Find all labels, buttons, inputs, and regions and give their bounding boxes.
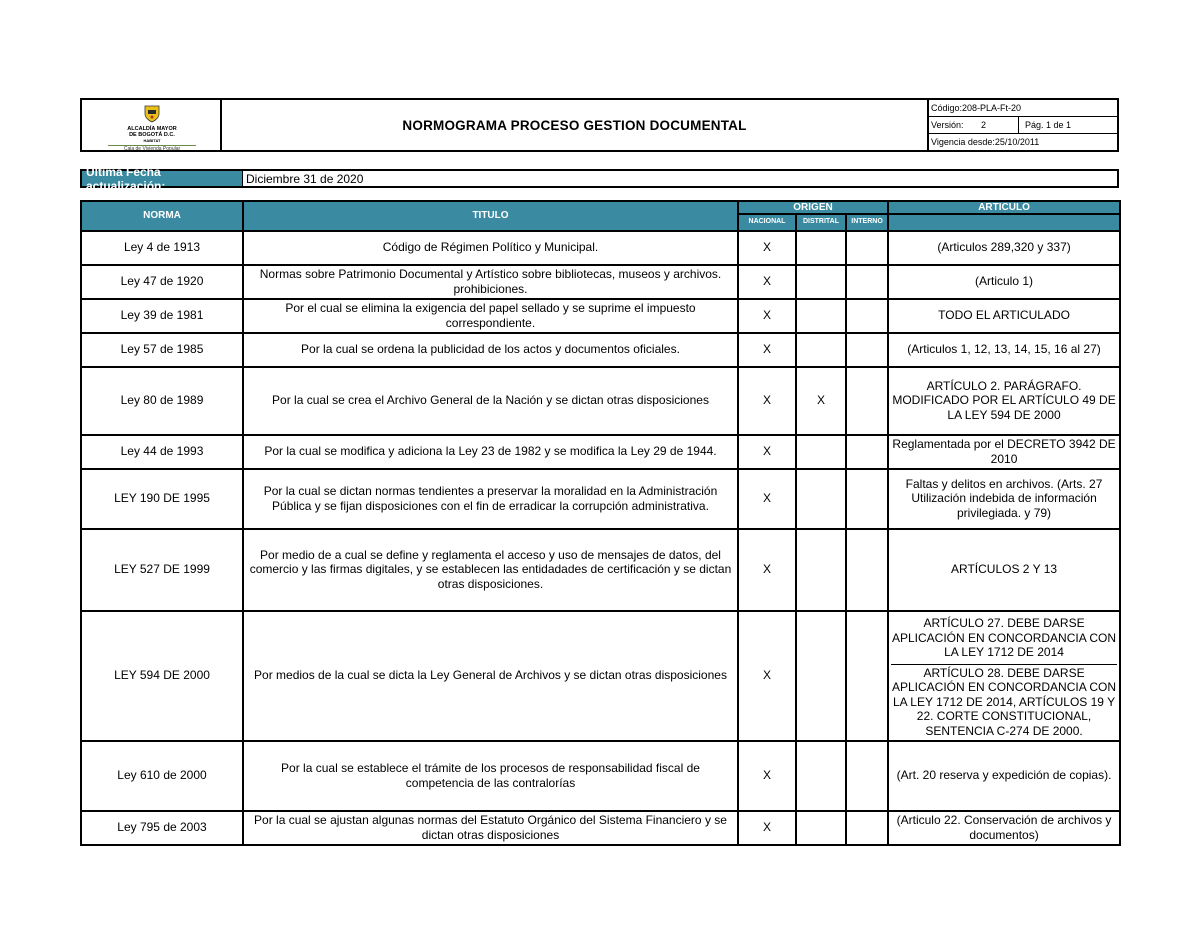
col-header-titulo: TITULO	[243, 201, 738, 231]
document-title: NORMOGRAMA PROCESO GESTION DOCUMENTAL	[222, 100, 929, 150]
cell-articulo: ARTÍCULOS 2 Y 13	[888, 529, 1120, 611]
cell-titulo: Por la cual se crea el Archivo General de la Nación y se dictan otras disposiciones	[243, 367, 738, 435]
cell-articulo: (Art. 20 reserva y expedición de copias).	[888, 741, 1120, 811]
page-text: Pág. 1 de 1	[1025, 120, 1072, 130]
codigo-text: Código:208-PLA-Ft-20	[931, 103, 1022, 113]
cell-interno	[846, 435, 888, 469]
logo-subtitle: Caja de Vivienda Popular	[123, 146, 181, 152]
cell-distrital: X	[796, 367, 846, 435]
update-value: Diciembre 31 de 2020	[246, 171, 364, 186]
cell-interno	[846, 367, 888, 435]
col-header-nacional: NACIONAL	[738, 214, 796, 231]
cell-interno	[846, 529, 888, 611]
cell-norma: Ley 80 de 1989	[81, 367, 243, 435]
cell-distrital	[796, 611, 846, 741]
cell-articulo: (Articulo 1)	[888, 265, 1120, 299]
cell-articulo	[888, 611, 1120, 741]
table-row	[81, 435, 1120, 469]
meta-row-vigencia	[929, 134, 1117, 150]
cell-titulo: Por la cual se establece el trámite de los procesos de responsabilidad fiscal de competencia de las contralorías	[243, 741, 738, 811]
table-row	[81, 333, 1120, 367]
cell-titulo: Por la cual se ordena la publicidad de los actos y documentos oficiales.	[243, 333, 738, 367]
cell-norma: Ley 47 de 1920	[81, 265, 243, 299]
update-label: Ultima Fecha actualización:	[82, 171, 243, 186]
cell-interno	[846, 741, 888, 811]
cell-interno	[846, 299, 888, 333]
cell-distrital	[796, 333, 846, 367]
meta-row-version	[929, 117, 1117, 134]
cell-articulo: (Articulos 289,320 y 337)	[888, 231, 1120, 265]
cell-titulo: Por medio de a cual se define y reglamenta el acceso y uso de mensajes de datos, del comercio y las firmas digitales, y se establecen las entidadades de certificación y se dictan otras disposiciones.	[243, 529, 738, 611]
vigencia-text: Vigencia desde:25/10/2011	[931, 137, 1040, 147]
articulo-part-1: ARTÍCULO 27. DEBE DARSE APLICACIÓN EN CONCORDANCIA CON LA LEY 1712 DE 2014	[891, 612, 1117, 665]
cell-norma: Ley 610 de 2000	[81, 741, 243, 811]
update-bar	[80, 164, 1119, 193]
cell-articulo: (Articulos 1, 12, 13, 14, 15, 16 al 27)	[888, 333, 1120, 367]
table-row	[81, 611, 1120, 741]
cell-distrital	[796, 299, 846, 333]
cell-interno	[846, 811, 888, 845]
cell-articulo: Faltas y delitos en archivos. (Arts. 27 Utilización indebida de información privilegiada. y 79)	[888, 469, 1120, 529]
cell-norma: LEY 594 DE 2000	[81, 611, 243, 741]
cell-nacional: X	[738, 469, 796, 529]
cell-interno	[846, 231, 888, 265]
col-header-distrital: DISTRITAL	[796, 214, 846, 231]
cell-nacional: X	[738, 265, 796, 299]
version-value: 2	[979, 117, 1019, 133]
cell-titulo: Por la cual se ajustan algunas normas del Estatuto Orgánico del Sistema Financiero y se dictan otras disposiciones	[243, 811, 738, 845]
cell-titulo: Por la cual se dictan normas tendientes a preservar la moralidad en la Administración Pública y se fijan disposiciones con el fin de erradicar la corrupción administrativa.	[243, 469, 738, 529]
logo-cell	[82, 100, 222, 150]
cell-norma: Ley 39 de 1981	[81, 299, 243, 333]
col-header-norma: NORMA	[81, 201, 243, 231]
cell-distrital	[796, 529, 846, 611]
logo-text: ALCALDÍA MAYOR DE BOGOTÁ D.C. HABITAT	[127, 126, 177, 143]
col-header-origen: ORIGEN	[738, 201, 888, 214]
cell-norma: Ley 4 de 1913	[81, 231, 243, 265]
cell-nacional: X	[738, 435, 796, 469]
cell-articulo: Reglamentada por el DECRETO 3942 DE 2010	[888, 435, 1120, 469]
cell-titulo: Por el cual se elimina la exigencia del papel sellado y se suprime el impuesto correspondiente.	[243, 299, 738, 333]
table-row	[81, 299, 1120, 333]
table-row	[81, 469, 1120, 529]
cell-norma: Ley 44 de 1993	[81, 435, 243, 469]
table-row	[81, 741, 1120, 811]
cell-interno	[846, 469, 888, 529]
table-row	[81, 529, 1120, 611]
cell-nacional: X	[738, 529, 796, 611]
cell-distrital	[796, 231, 846, 265]
table-row	[81, 811, 1120, 845]
shield-icon	[144, 105, 160, 123]
cell-norma: LEY 190 DE 1995	[81, 469, 243, 529]
cell-interno	[846, 265, 888, 299]
table-row	[81, 231, 1120, 265]
cell-articulo: TODO EL ARTICULADO	[888, 299, 1120, 333]
document-meta	[929, 100, 1117, 150]
cell-titulo: Por medios de la cual se dicta la Ley General de Archivos y se dictan otras disposiciones	[243, 611, 738, 741]
cell-articulo: ARTÍCULO 2. PARÁGRAFO. MODIFICADO POR EL ARTÍCULO 49 DE LA LEY 594 DE 2000	[888, 367, 1120, 435]
logo	[104, 104, 200, 152]
cell-interno	[846, 611, 888, 741]
cell-nacional: X	[738, 231, 796, 265]
normogram-table	[80, 200, 1121, 846]
cell-distrital	[796, 435, 846, 469]
table-row	[81, 367, 1120, 435]
cell-nacional: X	[738, 611, 796, 741]
cell-distrital	[796, 265, 846, 299]
articulo-part-2: ARTÍCULO 28. DEBE DARSE APLICACIÓN EN CONCORDANCIA CON LA LEY 1712 DE 2014, ARTÍCULOS 19 Y 22. CORTE CONSTITUCIONAL, SENTENCIA C-274 DE 2000.	[892, 665, 1117, 738]
cell-nacional: X	[738, 741, 796, 811]
cell-distrital	[796, 811, 846, 845]
cell-norma: Ley 57 de 1985	[81, 333, 243, 367]
cell-distrital	[796, 469, 846, 529]
version-label: Versión:	[931, 120, 964, 130]
cell-norma: LEY 527 DE 1999	[81, 529, 243, 611]
cell-titulo: Código de Régimen Político y Municipal.	[243, 231, 738, 265]
cell-nacional: X	[738, 299, 796, 333]
meta-row-codigo	[929, 100, 1117, 117]
cell-distrital	[796, 741, 846, 811]
document-header	[80, 98, 1119, 152]
cell-titulo: Normas sobre Patrimonio Documental y Artístico sobre bibliotecas, museos y archivos. prohibiciones.	[243, 265, 738, 299]
cell-nacional: X	[738, 811, 796, 845]
col-header-articulo-blank	[888, 214, 1120, 231]
cell-titulo: Por la cual se modifica y adiciona la Ley 23 de 1982 y se modifica la Ley 29 de 1944.	[243, 435, 738, 469]
cell-interno	[846, 333, 888, 367]
cell-nacional: X	[738, 367, 796, 435]
cell-nacional: X	[738, 333, 796, 367]
col-header-interno: INTERNO	[846, 214, 888, 231]
cell-articulo: (Articulo 22. Conservación de archivos y documentos)	[888, 811, 1120, 845]
cell-norma: Ley 795 de 2003	[81, 811, 243, 845]
col-header-articulo: ARTICULO	[888, 201, 1120, 214]
table-row	[81, 265, 1120, 299]
